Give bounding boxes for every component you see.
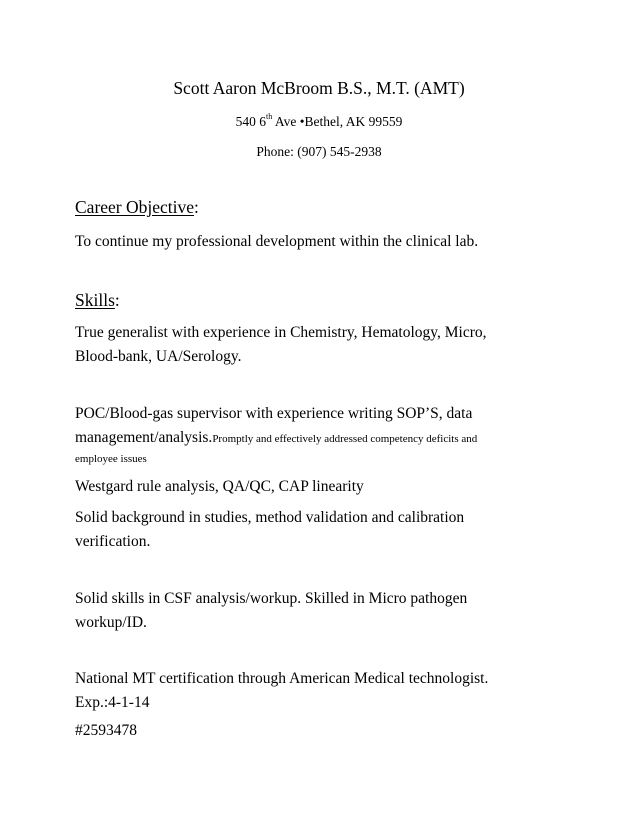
skill-item-background — [75, 506, 545, 554]
skill-item-generalist-line1: True generalist with experience in Chemistry, Hematology, Micro, — [75, 324, 487, 341]
skill-item-supervisor — [75, 402, 545, 467]
address-ordinal-suffix: th — [266, 111, 273, 121]
skill-item-certification-number: #2593478 — [75, 722, 137, 739]
career-objective-heading-colon: : — [194, 197, 199, 217]
skill-item-supervisor-line2 — [75, 426, 545, 451]
skill-item-supervisor-line2-small: Promptly and effectively addressed competency deficits and — [212, 433, 478, 445]
skills-heading — [75, 289, 120, 311]
skill-item-generalist — [75, 321, 545, 369]
career-objective-heading — [75, 196, 199, 218]
address-rest: Ave •Bethel, AK 99559 — [272, 114, 403, 129]
skill-item-supervisor-line1: POC/Blood-gas supervisor with experience writing SOP’S, data — [75, 405, 473, 422]
skill-item-generalist-line2: Blood-bank, UA/Serology. — [75, 348, 242, 365]
candidate-name: Scott Aaron McBroom B.S., M.T. (AMT) — [173, 78, 465, 98]
skills-heading-colon: : — [114, 290, 120, 310]
skill-item-supervisor-line2-main: management/analysis. — [75, 429, 213, 446]
skill-item-csf-line1: Solid skills in CSF analysis/workup. Skilled in Micro pathogen — [75, 590, 468, 607]
skill-item-background-line1: Solid background in studies, method validation and calibration — [75, 509, 465, 526]
skill-item-background-line2: verification. — [75, 533, 151, 550]
career-objective-heading-label: Career Objective — [75, 197, 195, 217]
skill-item-westgard: Westgard rule analysis, QA/QC, CAP linearity — [75, 478, 364, 495]
phone-line: Phone: (907) 545-2938 — [256, 144, 382, 159]
skill-item-csf-line2: workup/ID. — [75, 614, 147, 631]
skills-heading-label: Skills — [75, 290, 115, 310]
address-number: 540 6 — [235, 114, 267, 129]
career-objective-text: To continue my professional development within the clinical lab. — [75, 233, 479, 250]
address-line — [0, 113, 638, 131]
skill-item-supervisor-line3: employee issues — [75, 453, 147, 465]
skill-item-certification-line2: Exp.:4-1-14 — [75, 694, 150, 711]
skill-item-csf — [75, 587, 545, 635]
skill-item-certification — [75, 667, 545, 743]
skill-item-certification-line1: National MT certification through American Medical technologist. — [75, 670, 489, 687]
